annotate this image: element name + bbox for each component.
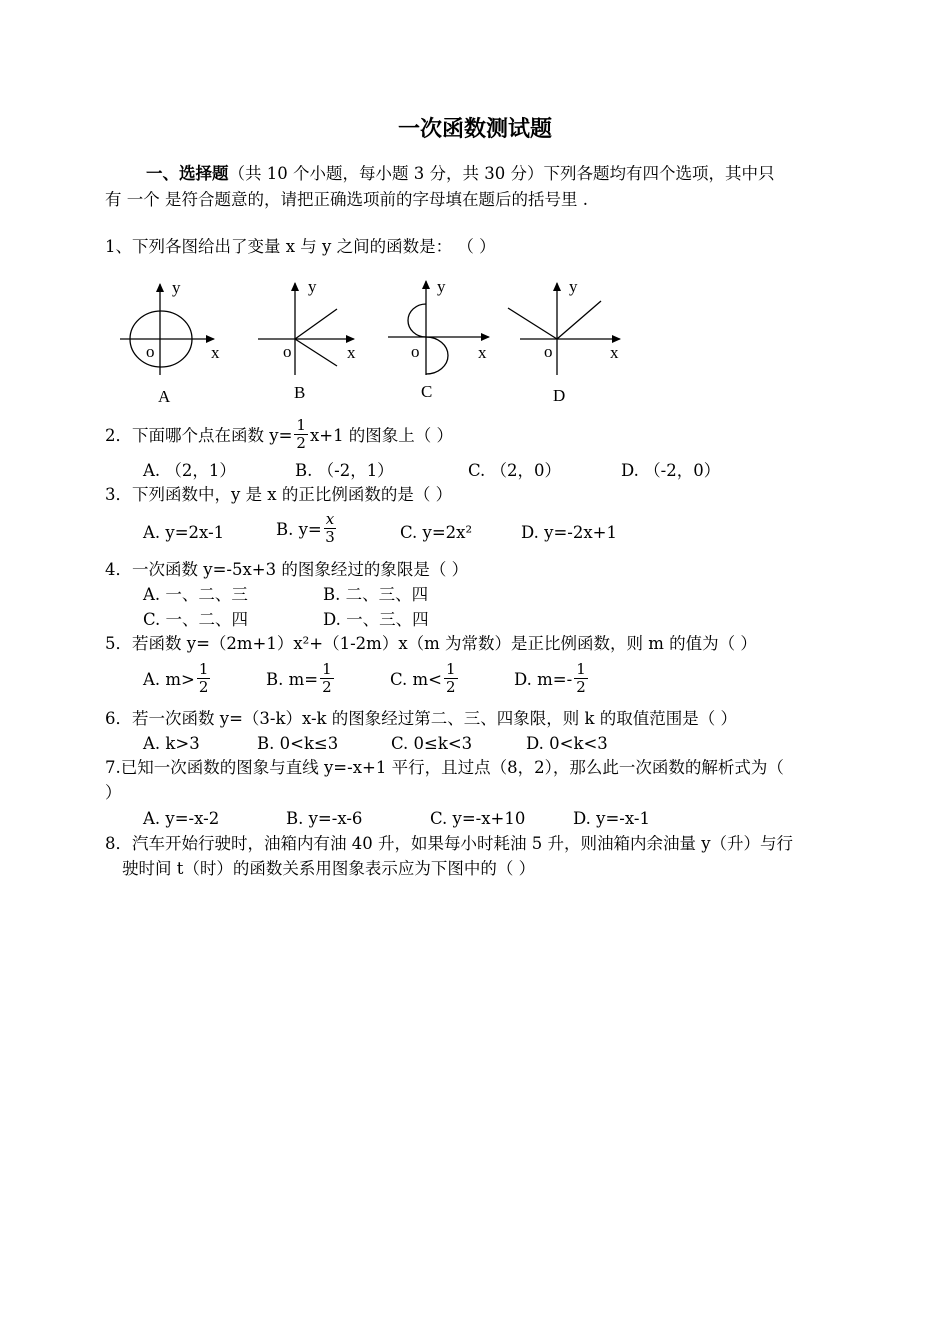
- right-arc: [426, 337, 448, 374]
- q6-option-c: C. 0≤k<3: [391, 734, 473, 753]
- graph-a: [120, 278, 220, 406]
- q5-option-c: [390, 660, 460, 698]
- graph-d-option: D: [553, 386, 566, 405]
- q6-option-d: D. 0<k<3: [526, 734, 608, 753]
- q2-stem-post: x+1 的图象上（ ）: [309, 426, 454, 445]
- q2-option-c: C. （2，0）: [468, 461, 562, 480]
- q3-fraction: [324, 511, 336, 546]
- graph-d-x-label: x: [610, 343, 619, 362]
- q6-stem: 6．若一次函数 y=（3-k）x-k 的图象经过第二、三、四象限，则 k 的取值范围是（ ）: [105, 709, 738, 728]
- q5-option-d-fraction: [574, 661, 588, 696]
- q2-frac-num: 1: [296, 416, 306, 434]
- q2-option-b: B. （-2，1）: [295, 461, 394, 480]
- q2-fraction: [294, 417, 308, 452]
- q5-c-den: 2: [446, 678, 456, 696]
- q5-stem: 5．若函数 y=（2m+1）x²+（1-2m）x（m 为常数）是正比例函数，则 m 的值为（ ）: [105, 634, 757, 653]
- q5-b-den: 2: [322, 678, 332, 696]
- q5-d-num: 1: [576, 660, 586, 678]
- graph-a-origin: o: [146, 342, 155, 361]
- q7-option-c: C. y=-x+10: [430, 809, 526, 828]
- right-line: [557, 301, 601, 339]
- graph-c-x-label: x: [478, 343, 487, 362]
- graph-b-y-label: y: [308, 277, 317, 296]
- q1-stem: 1、下列各图给出了变量 x 与 y 之间的函数是： （ ）: [105, 237, 496, 256]
- q3-option-d: D. y=-2x+1: [521, 523, 617, 542]
- q4-stem: 4．一次函数 y=-5x+3 的图象经过的象限是（ ）: [105, 560, 469, 579]
- q5-c-num: 1: [446, 660, 456, 678]
- q3-option-b: [276, 510, 338, 548]
- q5-option-c-pre: C. m<: [390, 670, 442, 689]
- q5-option-d-pre: D. m=-: [514, 670, 573, 689]
- q2-option-d: D. （-2，0）: [621, 461, 721, 480]
- q3-frac-den: 3: [325, 528, 335, 546]
- graph-a-y-label: y: [172, 278, 181, 297]
- section-label: 一、选择题: [146, 164, 229, 183]
- graph-d: [508, 277, 620, 405]
- q2-stem-pre: 2．下面哪个点在函数 y=: [105, 426, 293, 445]
- q6-option-b: B. 0<k≤3: [257, 734, 339, 753]
- q5-option-a-fraction: [197, 661, 211, 696]
- graph-b-x-label: x: [347, 343, 356, 362]
- q3-option-c: C. y=2x²: [400, 523, 473, 542]
- q5-b-num: 1: [322, 660, 332, 678]
- lower-ray: [295, 339, 337, 366]
- graph-c: [388, 277, 489, 401]
- graph-b-option: B: [294, 383, 306, 402]
- q3-frac-num: x: [325, 510, 335, 528]
- graph-c-origin: o: [411, 342, 420, 361]
- q3-stem: 3．下列函数中，y 是 x 的正比例函数的是（ ）: [105, 485, 453, 504]
- q4-option-d: D. 一、三、四: [323, 610, 429, 629]
- q4-option-b: B. 二、三、四: [323, 585, 429, 604]
- graph-c-y-label: y: [437, 277, 446, 296]
- q7-stem-line-1: 7.已知一次函数的图象与直线 y=-x+1 平行，且过点（8，2），那么此一次函数的解析式为（: [105, 758, 784, 777]
- q5-option-b-pre: B. m=: [266, 670, 319, 689]
- q1-graphs: [110, 272, 630, 412]
- q3-option-a: A. y=2x-1: [143, 523, 225, 542]
- q5-option-c-fraction: [444, 661, 458, 696]
- q7-option-d: D. y=-x-1: [573, 809, 650, 828]
- graph-c-option: C: [421, 382, 433, 401]
- intro-text-1: （共 10 个小题，每小题 3 分，共 30 分）下列各题均有四个选项，其中只: [228, 164, 775, 183]
- q4-option-c: C. 一、二、四: [143, 610, 249, 629]
- q8-stem-line-2: 驶时间 t（时）的函数关系用图象表示应为下图中的（ ）: [122, 859, 536, 878]
- left-line: [508, 308, 557, 339]
- q6-option-a: A. k>3: [143, 734, 200, 753]
- q5-option-b: [266, 660, 336, 698]
- intro-line-1: [146, 164, 774, 184]
- q7-option-b: B. y=-x-6: [286, 809, 363, 828]
- q5-a-num: 1: [198, 660, 209, 678]
- upper-ray: [295, 309, 337, 339]
- q7-option-a: A. y=-x-2: [143, 809, 220, 828]
- q5-d-den: 2: [576, 678, 586, 696]
- q2-stem: [105, 416, 454, 454]
- q5-a-den: 2: [198, 678, 209, 696]
- graph-a-option: A: [158, 387, 171, 406]
- graph-d-y-label: y: [569, 277, 578, 296]
- graph-b-origin: o: [283, 342, 292, 361]
- q3-option-b-pre: B. y=: [276, 520, 322, 539]
- q4-option-a: A. 一、二、三: [143, 585, 248, 604]
- q2-option-a: A. （2，1）: [143, 461, 236, 480]
- q5-option-d: [514, 660, 590, 698]
- graph-d-origin: o: [544, 342, 553, 361]
- page-title: 一次函数测试题: [397, 117, 552, 142]
- q7-stem-line-2: ）: [105, 783, 122, 802]
- left-arc: [408, 304, 426, 337]
- graph-b: [258, 277, 356, 402]
- graph-a-x-label: x: [211, 343, 220, 362]
- q2-frac-den: 2: [296, 434, 306, 452]
- q8-stem-line-1: 8．汽车开始行驶时，油箱内有油 40 升，如果每小时耗油 5 升，则油箱内余油量 y（升）与行: [105, 834, 794, 853]
- q5-option-a-pre: A. m>: [143, 670, 195, 689]
- intro-line-2: 有 一个 是符合题意的，请把正确选项前的字母填在题后的括号里 .: [105, 190, 588, 209]
- q5-option-a: [143, 660, 212, 698]
- q5-option-b-fraction: [320, 661, 334, 696]
